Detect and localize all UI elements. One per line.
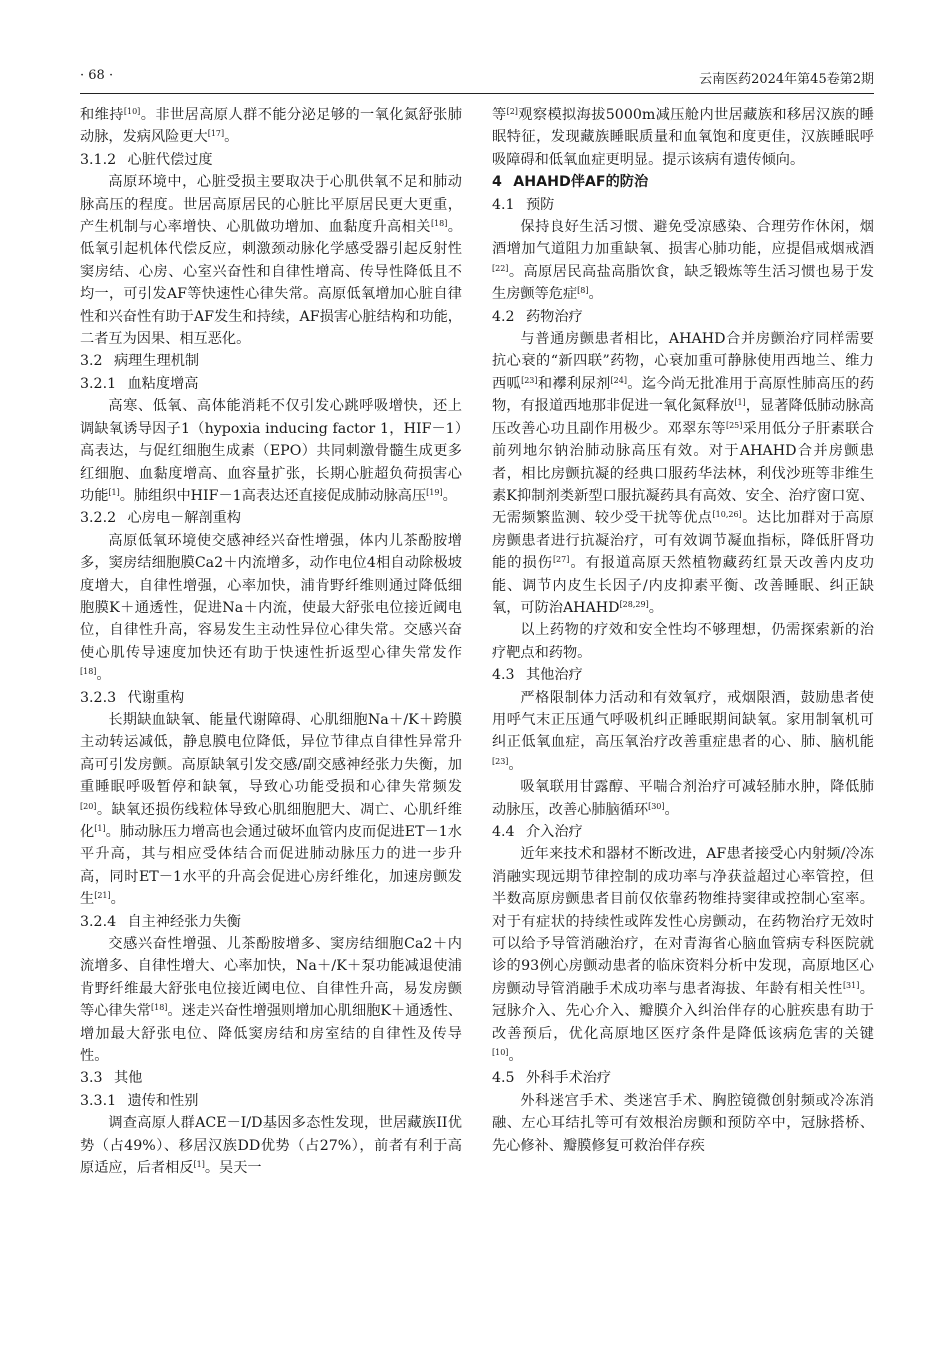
section-heading-3-3: 3.3 其他	[80, 1070, 143, 1087]
left-column	[80, 104, 462, 1180]
citation: [2]	[506, 107, 518, 116]
page-header	[80, 66, 874, 90]
citation: [23]	[521, 375, 538, 385]
citation: [18]	[80, 667, 97, 677]
journal-name: 云南医药2024年第45卷第2期	[699, 72, 874, 87]
citation: [22]	[492, 263, 509, 273]
section-heading-4-1: 4.1 预防	[492, 196, 555, 213]
paragraph-3-2-4: 交感兴奋性增强、儿茶酚胺增多、窦房结细胞Ca2＋内流增多、自律性增大、心率加快，Na＋/K＋泵功能减退使浦肯野纤维最大舒张电位接近阈电位、自律性升高，易发房颤等心律失常[18]。迷走兴奋性增强则增加心肌细胞K＋通透性、增加最大舒张电位、降低窦房结和房室结的自律性及传导性。	[80, 936, 462, 1065]
paragraph-3-2-1: 高寒、低氧、高体能消耗不仅引发心跳呼吸增快，还上调缺氧诱导因子1（hypoxia inducing factor 1，HIF－1）高表达，与促红细胞生成素（EPO）共同刺激骨髓生成更多红细胞、血黏度增高、血容量扩张，长期心脏超负荷损害心功能[1]。肺组织中HIF－1高表达还直接促成肺动脉高压[19]。	[80, 398, 462, 504]
page-number: · 68 ·	[80, 68, 114, 83]
citation: [31]	[842, 980, 860, 990]
paragraph-4-5: 外科迷宫手术、类迷宫手术、胸腔镜微创射频或冷冻消融、左心耳结扎等可有效根治房颤和预防卒中，冠脉搭桥、先心修补、瓣膜修复可救治伴存疾	[492, 1092, 874, 1154]
citation: [10,26]	[712, 510, 742, 520]
citation: [10]	[123, 107, 141, 116]
citation: [23]	[492, 756, 509, 766]
paragraph-4-3-a: 严格限制体力活动和有效氧疗，戒烟限酒，鼓励患者使用呼气末正压通气呼吸机纠正睡眠期间缺氧。家用制氧机可纠正低氧血症，高压氧治疗改善重症患者的心、肺、脑机能[23]。	[492, 689, 874, 773]
citation: [10]	[492, 1048, 509, 1058]
paragraph-4-3-b: 吸氧联用甘露醇、平喘合剂治疗可减轻肺水肿，降低肺动脉压，改善心肺脑循环[30]。	[492, 779, 874, 818]
right-column	[492, 104, 874, 1157]
citation: [27]	[552, 555, 570, 565]
section-heading-3-2: 3.2 病理生理机制	[80, 353, 200, 370]
citation: [1]	[94, 824, 106, 833]
section-heading-4-3: 4.3 其他治疗	[492, 667, 583, 684]
citation: [20]	[80, 801, 97, 811]
section-heading-3-2-1: 3.2.1 血粘度增高	[80, 375, 199, 392]
citation: [17]	[207, 129, 225, 139]
section-heading-4-5: 4.5 外科手术治疗	[492, 1070, 612, 1087]
section-heading-3-1-2: 3.1.2 心脏代偿过度	[80, 151, 213, 168]
paragraph-intro: 和维持[10]。非世居高原人群不能分泌足够的一氧化氮舒张肺动脉，发病风险更大[17]。	[80, 107, 462, 146]
citation: [30]	[648, 801, 665, 811]
citation: [18]	[430, 219, 448, 229]
citation: [8]	[577, 286, 589, 296]
paragraph-4-2-b: 以上药物的疗效和安全性均不够理想，仍需探索新的治疗靶点和药物。	[492, 622, 874, 661]
citation: [21]	[94, 891, 111, 901]
paragraph-3-3-1: 调查高原人群ACE－I/D基因多态性发现，世居藏族II优势（占49%）、移居汉族DD优势（占27%），前者有利于高原适应，后者相反[1]。吴天一	[80, 1115, 462, 1177]
section-heading-4-4: 4.4 介入治疗	[492, 824, 583, 840]
header-rule	[80, 93, 874, 94]
paragraph-4-1: 保持良好生活习惯、避免受凉感染、合理劳作休闲，烟酒增加气道阻力加重缺氧、损害心肺功能，应提倡戒烟戒酒[22]。高原居民高盐高脂饮食，缺乏锻炼等生活习惯也易于发生房颤等危症[8]。	[492, 219, 874, 303]
paragraph-4-2-a: 与普通房颤患者相比，AHAHD合并房颤治疗同样需要抗心衰的“新四联”药物，心衰加重可静脉使用西地兰、维力西呱[23]和襻利尿剂[24]。迄今尚无批准用于高原性肺高压的药物，有报道西地那非促进一氧化氮释放[1]，显著降低肺动脉高压改善心功且副作用极少。邓翠东等[25]采用低分子肝素联合前列地尔钠治肺动脉高压有效。对于AHAHD合并房颤患者，相比房颤抗凝的经典口服药华法林，利伐沙班等非维生素K抑制剂类新型口服抗凝药具有高效、安全、治疗窗口宽、无需频繁监测、较少受干扰等优点[10,26]。达比加群对于高原房颤患者进行抗凝治疗，可有效调节凝血指标，降低肝肾功能的损伤[27]。有报道高原天然植物藏药红景天改善内皮功能、调节内皮生长因子/内皮抑素平衡、改善睡眠、纠正缺氧，可防治AHAHD[28,29]。	[492, 331, 874, 616]
paragraph-3-2-3: 长期缺血缺氧、能量代谢障碍、心肌细胞Na＋/K＋跨膜主动转运减低，静息膜电位降低，异位节律点自律性异常升高可引发房颤。高原缺氧引发交感/副交感神经张力失衡，加重睡眠呼吸暂停和缺氧，导致心功能受损和心律失常频发[20]。缺氧还损伤线粒体导致心肌细胞肥大、凋亡、心肌纤维化[1]。肺动脉压力增高也会通过破坏血管内皮而促进ET－1水平升高，其与相应受体结合而促进肺动脉压力的进一步升高，同时ET－1水平的升高会促进心房纤维化，加速房颤发生[21]。	[80, 711, 462, 908]
paragraph-3-2-2: 高原低氧环境使交感神经兴奋性增强，体内儿茶酚胺增多，窦房结细胞膜Ca2＋内流增多，动作电位4相自动除极坡度增大，自律性增强，心率加快，浦肯野纤维则通过降低细胞膜K＋通透性，促进Na＋内流，使最大舒张电位接近阈电位，自律性升高，容易发生主动性异位心律失常。交感兴奋使心肌传导速度加快还有助于快速性折返型心律失常发作[18]。	[80, 532, 462, 684]
paragraph-continued: 等[2]观察模拟海拔5000m减压舱内世居藏族和移居汉族的睡眠特征，发现藏族睡眠质量和血氧饱和度更佳，汉族睡眠呼吸障碍和低氧血症更明显。提示该病有遗传倾向。	[492, 107, 874, 168]
section-heading-4-2: 4.2 药物治疗	[492, 308, 583, 325]
citation: [19]	[426, 487, 443, 497]
citation: [18]	[151, 1003, 168, 1013]
citation: [1]	[108, 487, 120, 497]
section-heading-3-2-4: 3.2.4 自主神经张力失衡	[80, 913, 241, 930]
section-heading-3-2-3: 3.2.3 代谢重构	[80, 689, 185, 706]
section-heading-3-3-1: 3.3.1 遗传和性别	[80, 1092, 199, 1109]
citation: [25]	[725, 420, 743, 430]
citation: [28,29]	[619, 599, 649, 609]
paragraph-4-4: 近年来技术和器材不断改进，AF患者接受心内射频/冷冻消融实现远期节律控制的成功率与净获益超过心率管控，但半数高原房颤患者目前仅依靠药物维持窦律或控制心室率。对于有症状的持续性或阵发性心房颤动，在药物治疗无效时可以给予导管消融治疗，在对青海省心脑血管病专科医院就诊的93例心房颤动患者的临床资料分析中发现，高原地区心房颤动导管消融手术成功率与患者海拔、年龄有相关性[31]。冠脉介入、先心介入、瓣膜介入纠治伴存的心脏疾患有助于改善预后，优化高原地区医疗条件是降低该病危害的关键[10]。	[492, 846, 874, 1065]
section-heading-3-2-2: 3.2.2 心房电－解剖重构	[80, 510, 241, 527]
section-heading-4: 4 AHAHD伴AF的防治	[492, 174, 649, 191]
citation: [1]	[734, 398, 746, 408]
paragraph-3-1-2: 高原环境中，心脏受损主要取决于心肌供氧不足和肺动脉高压的程度。世居高原居民的心脏比平原居民更大更重，产生机制与心率增快、心肌做功增加、血黏度升高相关[18]。低氧引起机体代偿反应，刺激颈动脉化学感受器引起反射性窦房结、心房、心室兴奋性和自律性增高、传导性降低且不均一，可引发AF等快速性心律失常。高原低氧增加心脏自律性和兴奋性有助于AF发生和持续，AF损害心脏结构和功能，二者互为因果、相互恶化。	[80, 174, 462, 348]
citation: [24]	[610, 375, 627, 385]
citation: [1]	[193, 1160, 205, 1170]
